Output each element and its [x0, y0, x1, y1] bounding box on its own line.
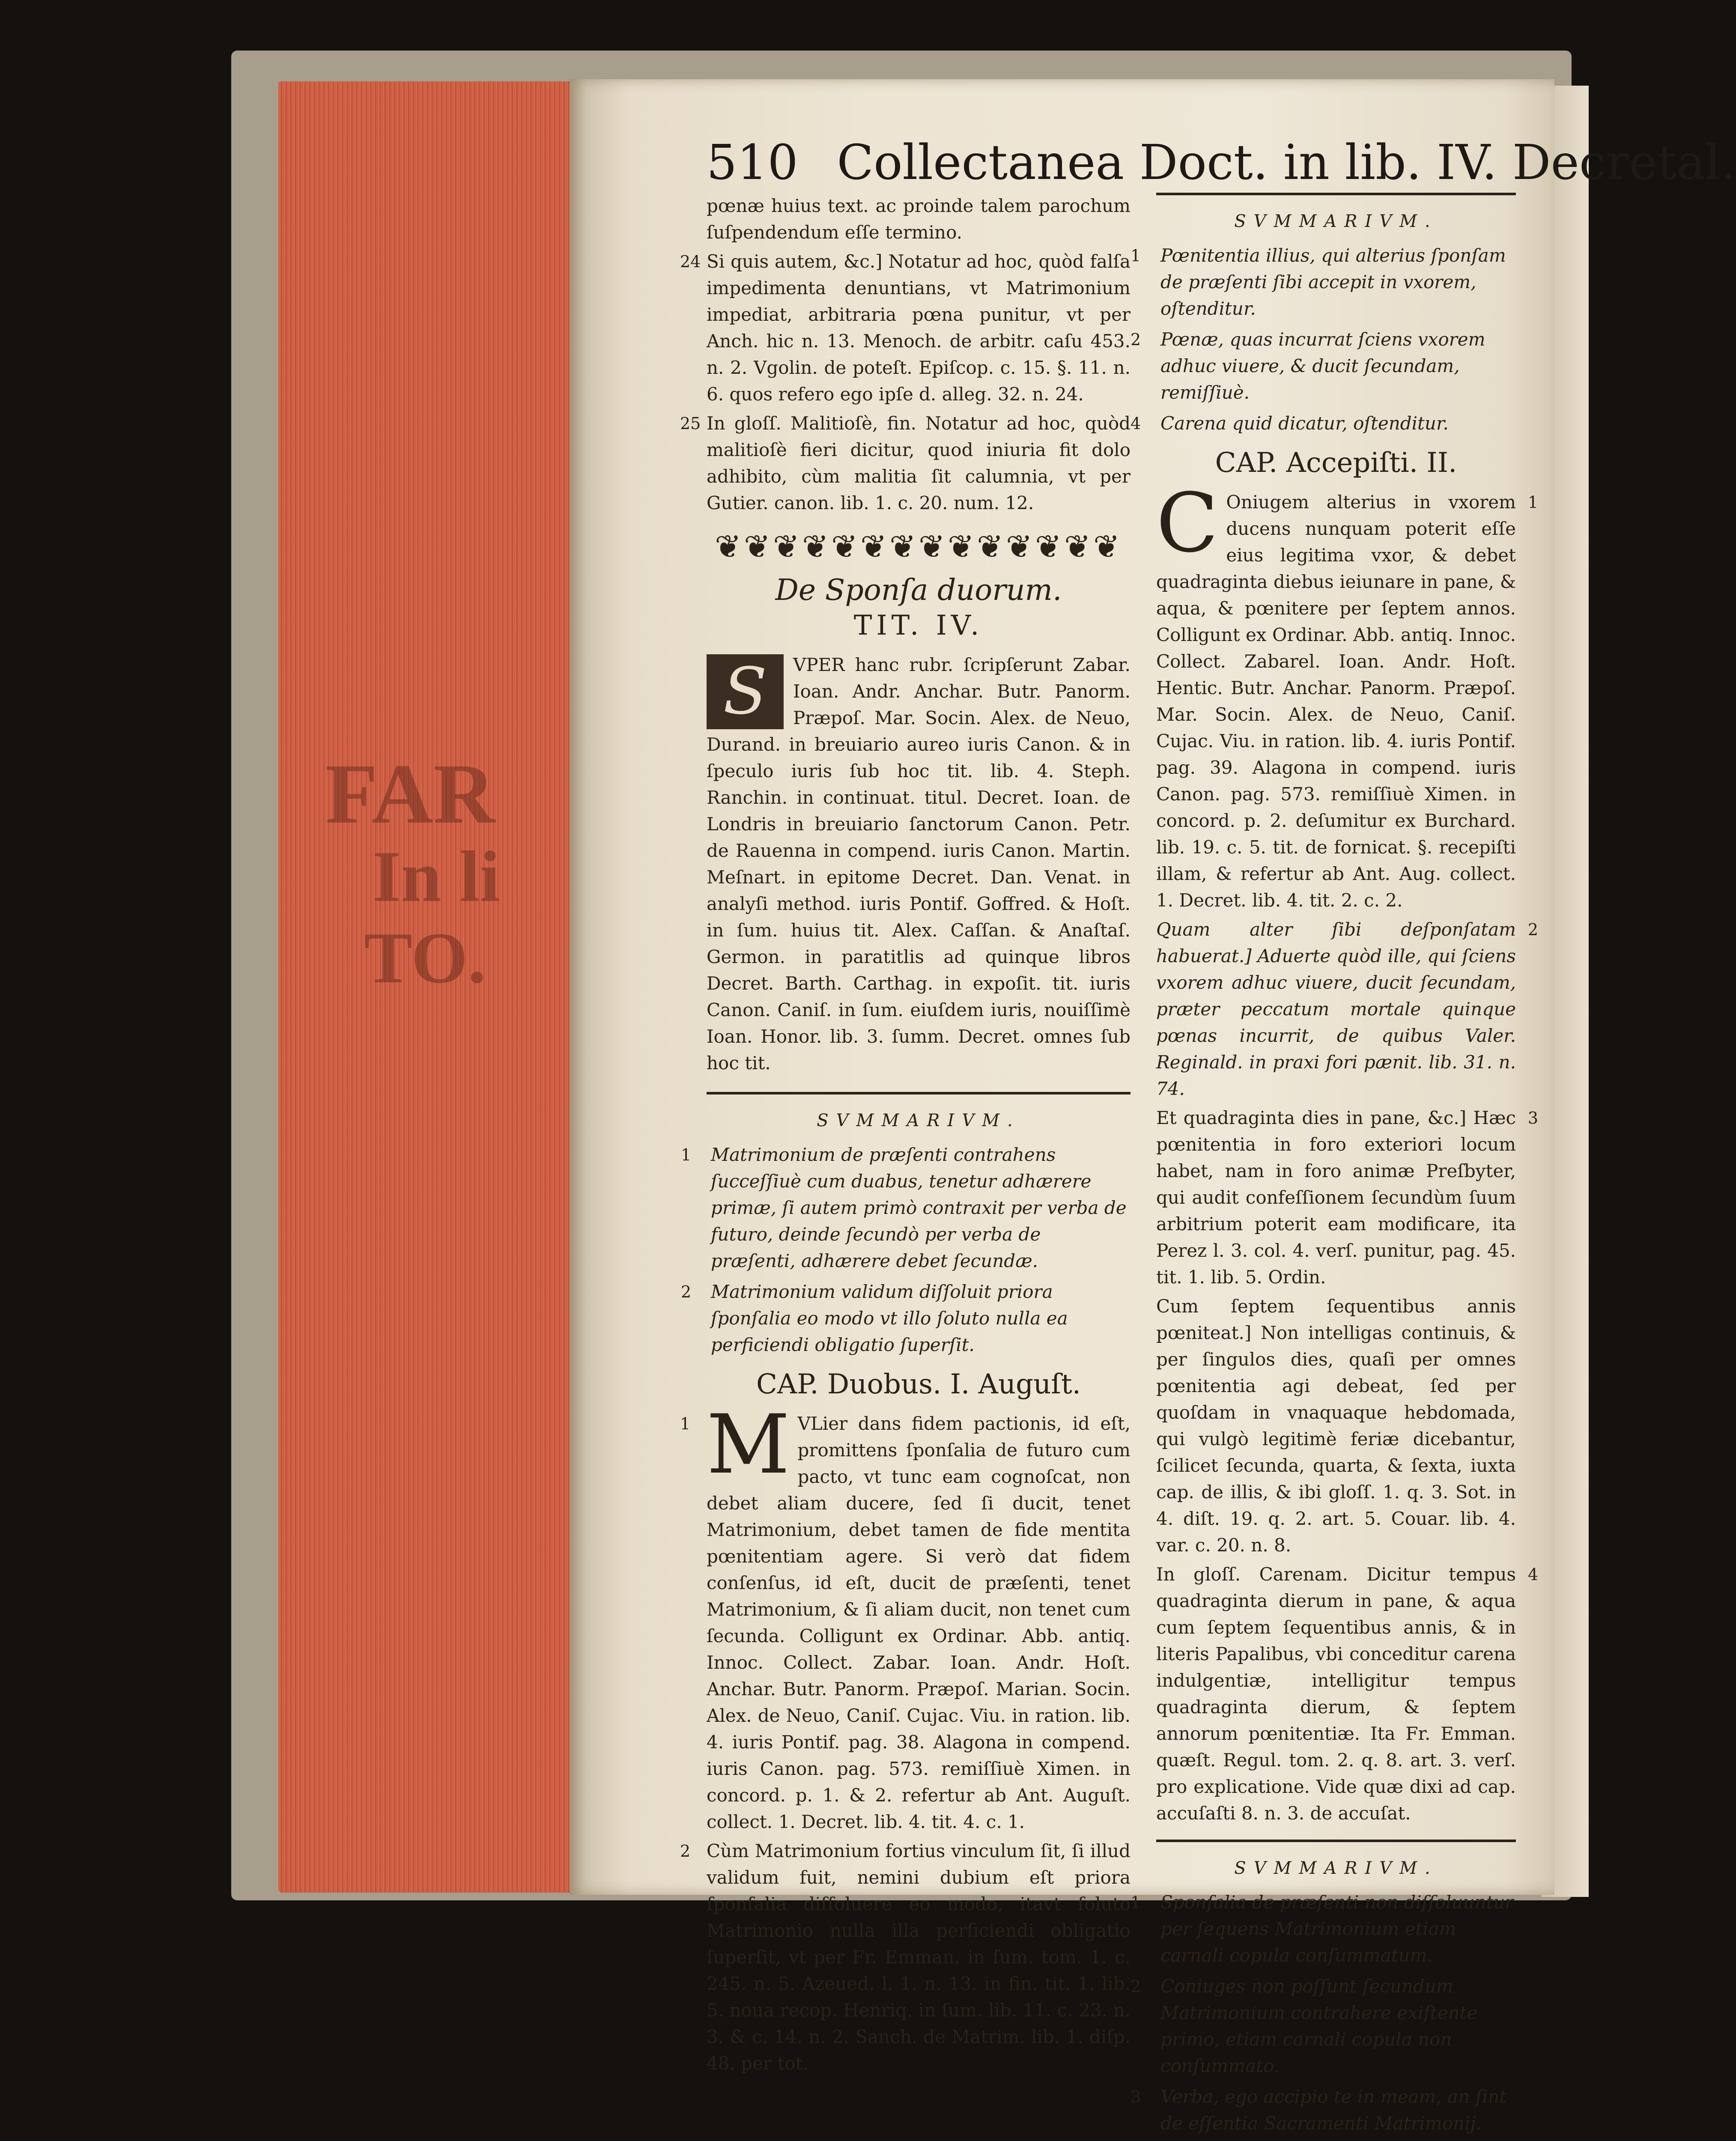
- running-title: Collectanea Doct. in lib. IV. Decretal.: [837, 135, 1736, 191]
- divider-rule: [1156, 1840, 1516, 1842]
- stamp-line-3: TO.: [364, 918, 486, 998]
- decorated-initial: S: [707, 654, 784, 729]
- summary-text: Pœnitentia illius, qui alterius ſponſam de præſenti ſibi accepit in vxorem, oſtenditur.: [1160, 245, 1506, 319]
- chapter-heading: CAP. Duobus. I. Auguſt.: [756, 1369, 1081, 1400]
- summary-item: [1130, 242, 1516, 322]
- margin-number: 1: [1527, 493, 1538, 512]
- margin-number: 1: [680, 1414, 691, 1433]
- chapter-paragraph-2: [1156, 916, 1538, 1102]
- summary-number: 1: [1130, 246, 1141, 265]
- margin-number: 2: [1527, 920, 1538, 939]
- paragraph-text: Oniugem alterius in vxorem ducens nunquam poterit eſſe eius legitima vxor, & debet quadraginta diebus ieiunare in pane, & aqua, & pœnitere per ſeptem annos. Colligunt ex Ordinar. Abb. antiq. Innoc. Collect. Zabarel. Ioan. Andr. Hoſt. Hentic. Butr. Anchar. Panorm. Præpoſ. Mar. Socin. Alex. de Neuo, Caniſ. Cujac. Viu. in ration. lib. 4. iuris Pontif. pag. 39. Alagona in compend. iuris Canon. pag. 573. remiſſiuè Ximen. in concord. p. 2. deſumitur ex Burchard. lib. 19. c. 5. tit. de fornicat. §. recepiſti illam, & refertur ab Ant. Aug. collect. 1. Decret. lib. 4. tit. 2. c. 2.: [1156, 492, 1516, 911]
- margin-number: 24: [680, 252, 701, 271]
- summary-number: 2: [1130, 330, 1141, 349]
- summary-number: 1: [681, 1145, 692, 1164]
- chapter-paragraph-4: [1156, 1561, 1538, 1827]
- summary-item: [681, 1279, 1130, 1358]
- paragraph-text: In gloſſ. Carenam. Dicitur tempus quadraginta dierum in pane, & aqua cum ſeptem ſequentibus annis, & in literis Papalibus, vbi conceditur carena indulgentiæ, intelligitur tempus quadraginta dierum, & ſeptem annorum pœnitentiæ. Ita Fr. Emman. quæſt. Regul. tom. 2. q. 8. art. 3. verſ. pro explicatione. Vide quæ dixi ad cap. accuſaſti 8. n. 3. de accuſat.: [1156, 1564, 1516, 1824]
- chapter-paragraph-3b: [1156, 1293, 1516, 1559]
- left-column: [680, 193, 1130, 2079]
- margin-number: 3: [1527, 1109, 1538, 1127]
- margin-number: 2: [680, 1842, 691, 1861]
- paragraph-24: [680, 248, 1130, 408]
- summary-text: Pœnæ, quas incurrat ſciens vxorem adhuc viuere, & ducit ſecundam, remiſſiuè.: [1160, 329, 1485, 403]
- margin-number: 4: [1527, 1565, 1538, 1584]
- continued-text: pœnæ huius text. ac proinde talem parochum ſuſpendendum eſſe termino.: [707, 195, 1130, 243]
- summary-text: Coniuges non poſſunt ſecundum Matrimonium contrahere exiſtente primo, etiam carnali copula non conſummato.: [1160, 1976, 1478, 2076]
- chapter-paragraph-2: [680, 1838, 1130, 2077]
- divider-rule: [707, 1092, 1130, 1094]
- chapter-paragraph-1: [680, 1397, 1130, 1835]
- chapter-heading: CAP. Accepiſti. II.: [1215, 447, 1457, 479]
- right-column: [1130, 193, 1538, 2141]
- summary-item: [1130, 1973, 1516, 2079]
- paragraph-text: Si quis autem, &c.] Notatur ad hoc, quòd falſa impedimenta denuntians, vt Matrimonium impediat, arbitraria pœna punitur, vt per Anch. hic n. 13. Menoch. de arbitr. caſu 453. n. 2. Vgolin. de poteſt. Epiſcop. c. 15. §. 11. n. 6. quos refero ego ipſe d. alleg. 32. n. 24.: [707, 251, 1130, 405]
- summary-number: 4: [1130, 414, 1141, 433]
- summary-text: Carena quid dicatur, oſtenditur.: [1160, 413, 1449, 434]
- paragraph-text: Et quadraginta dies in pane, &c.] Hæc pœnitentia in foro exteriori locum habet, nam in foro animæ Preſbyter, qui audit confeſſionem ſecundùm ſuum arbitrium poterit eam modificare, ita Perez l. 3. col. 4. verſ. punitur, pag. 45. tit. 1. lib. 5. Ordin.: [1156, 1107, 1516, 1288]
- summary-item: [1130, 2084, 1516, 2137]
- summary-number: 2: [1130, 1977, 1141, 1996]
- intro-paragraph: [707, 652, 1130, 1076]
- divider-rule: [1156, 193, 1516, 195]
- drop-initial: C: [1156, 476, 1219, 570]
- ornament-band: ❦❦❦❦❦❦❦❦❦❦❦❦❦❦: [714, 528, 1123, 565]
- paragraph-text: In gloſſ. Malitioſè, fin. Notatur ad hoc, quòd malitioſè fieri dicitur, quod iniuria fit dolo adhibito, cùm malitia ſit calumnia, vt per Gutier. canon. lib. 1. c. 20. num. 12.: [707, 413, 1130, 513]
- summary-item: [1130, 1889, 1516, 1969]
- library-stamp: [325, 745, 600, 1011]
- paragraph-text: Cum ſeptem ſequentibus annis pœniteat.] Non intelligas continuis, & per ſingulos dies, quaſi per omnes pœnitentia agi debeat, ſed per quoſdam in vnaquaque hebdomada, qui vulgò legitimè feriæ dicebantur, ſcilicet ſecunda, quarta, & ſexta, iuxta cap. de illis, & ibi gloſſ. 1. q. 3. Sot. in 4. diſt. 19. q. 2. art. 5. Couar. lib. 4. var. c. 20. n. 8.: [1156, 1296, 1516, 1556]
- summary-number: 2: [681, 1282, 692, 1301]
- summary-item: [681, 1142, 1130, 1274]
- summary-item: [1130, 410, 1516, 437]
- margin-number: 25: [680, 414, 701, 433]
- summary-item: [1130, 326, 1516, 406]
- summary-number: 1: [1130, 1893, 1141, 1912]
- intro-text: VPER hanc rubr. ſcripſerunt Zabar. Ioan. Andr. Anchar. Butr. Panorm. Præpoſ. Mar. Socin. Alex. de Neuo, Durand. in breuiario aureo iuris Canon. & in ſpeculo iuris ſub hoc tit. lib. 4. Steph. Ranchin. in continuat. titul. Decret. Ioan. de Londris in breuiario ſanctorum Canon. Petr. de Rauenna in compend. iuris Canon. Martin. Meſnart. in epitome Decret. Dan. Venat. in analyſi method. iuris Pontif. Goffred. & Hoſt. in ſum. huius tit. Alex. Caſſan. & Anaſtaſ. Germon. in paratitlis ad quinque libros Decret. Barth. Carthag. in expoſit. tit. iuris Canon. Caniſ. in ſum. eiuſdem iuris, nouiſſimè Ioan. Honor. lib. 3. ſumm. Decret. omnes ſub hoc tit.: [707, 654, 1130, 1073]
- summary-heading: SVMMARIVM.: [1234, 1858, 1438, 1878]
- summary-heading: SVMMARIVM.: [1234, 212, 1438, 231]
- summary-text: Verba, ego accipio te in meam, an ſint de eſſentia Sacramenti Matrimonij.: [1160, 2086, 1507, 2134]
- chapter-paragraph-1: [1156, 476, 1538, 914]
- summary-number: 3: [1130, 2087, 1141, 2106]
- summary-text: Matrimonium validum diſſoluit priora ſponſalia eo modo vt illo ſoluto nulla ea perficiendi obligatio ſuperſit.: [711, 1281, 1068, 1355]
- paragraph-text: Cùm Matrimonium fortius vinculum ſit, ſi illud validum fuit, nemini dubium eſt priora ſponſalia diſſoluere eo modo, itavt ſoluto Matrimonio nulla illa perficiendi obligatio ſuperſit, vt per Fr. Emman. in ſum. tom. 1. c. 245. n. 5. Azeued. l. 1. n. 13. in fin. tit. 1. lib. 5. noua recop. Henriq. in ſum. lib. 11. c. 23. n. 3. & c. 14. n. 2. Sanch. de Matrim. lib. 1. diſp. 48. per tot.: [707, 1840, 1130, 2074]
- section-title: De Sponſa duorum.: [775, 573, 1062, 607]
- page-number: 510: [707, 135, 798, 191]
- summary-heading: SVMMARIVM.: [817, 1111, 1020, 1130]
- stamp-line-1: FAR: [325, 747, 495, 841]
- paragraph-text: Quam alter ſibi deſponſatam habuerat.] Aduerte quòd ille, qui ſciens vxorem adhuc viuere, ducit ſecundam, præter peccatum mortale quinque pœnas incurrit, de quibus Valer. Reginald. in praxi fori pænit. lib. 31. n. 74.: [1156, 919, 1516, 1099]
- paragraph-25: [680, 410, 1130, 516]
- title-number: TIT. IV.: [853, 610, 984, 641]
- stamp-line-2: In li: [373, 836, 500, 917]
- summary-text: Sponſalia de præſenti non diſſoluuntur per ſequens Matrimonium etiam carnali copula conſummatum.: [1160, 1892, 1514, 1966]
- running-header: [707, 128, 1736, 197]
- paragraph-text: VLier dans fidem pactionis, id eſt, promittens ſponſalia de futuro cum pacto, vt tunc eam cognoſcat, non debet aliam ducere, ſed ſi ducit, tenet Matrimonium, debet tamen de fide mentita pœnitentiam agere. Si verò dat fidem conſenſus, id eſt, ducit de præſenti, tenet Matrimonium, & ſi aliam ducit, non tenet cum ſecunda. Colligunt ex Ordinar. Abb. antiq. Innoc. Collect. Zabar. Ioan. Andr. Hoſt. Anchar. Butr. Panorm. Præpoſ. Marian. Socin. Alex. de Neuo, Caniſ. Cujac. Viu. in ration. lib. 4. iuris Pontif. pag. 38. Alagona in compend. iuris Canon. pag. 573. remiſſiuè Ximen. in concord. p. 1. & 2. refertur ab Ant. Auguſt. collect. 1. Decret. lib. 4. tit. 4. c. 1.: [707, 1413, 1130, 1832]
- summary-text: Matrimonium de præſenti contrahens ſucceſſiuè cum duabus, tenetur adhærere primæ, ſi autem primò contraxit per verba de futuro, deinde ſecundò per verba de præſenti, adhærere debet ſecundæ.: [711, 1144, 1127, 1271]
- chapter-paragraph-3: [1156, 1105, 1538, 1291]
- drop-initial: M: [707, 1397, 790, 1492]
